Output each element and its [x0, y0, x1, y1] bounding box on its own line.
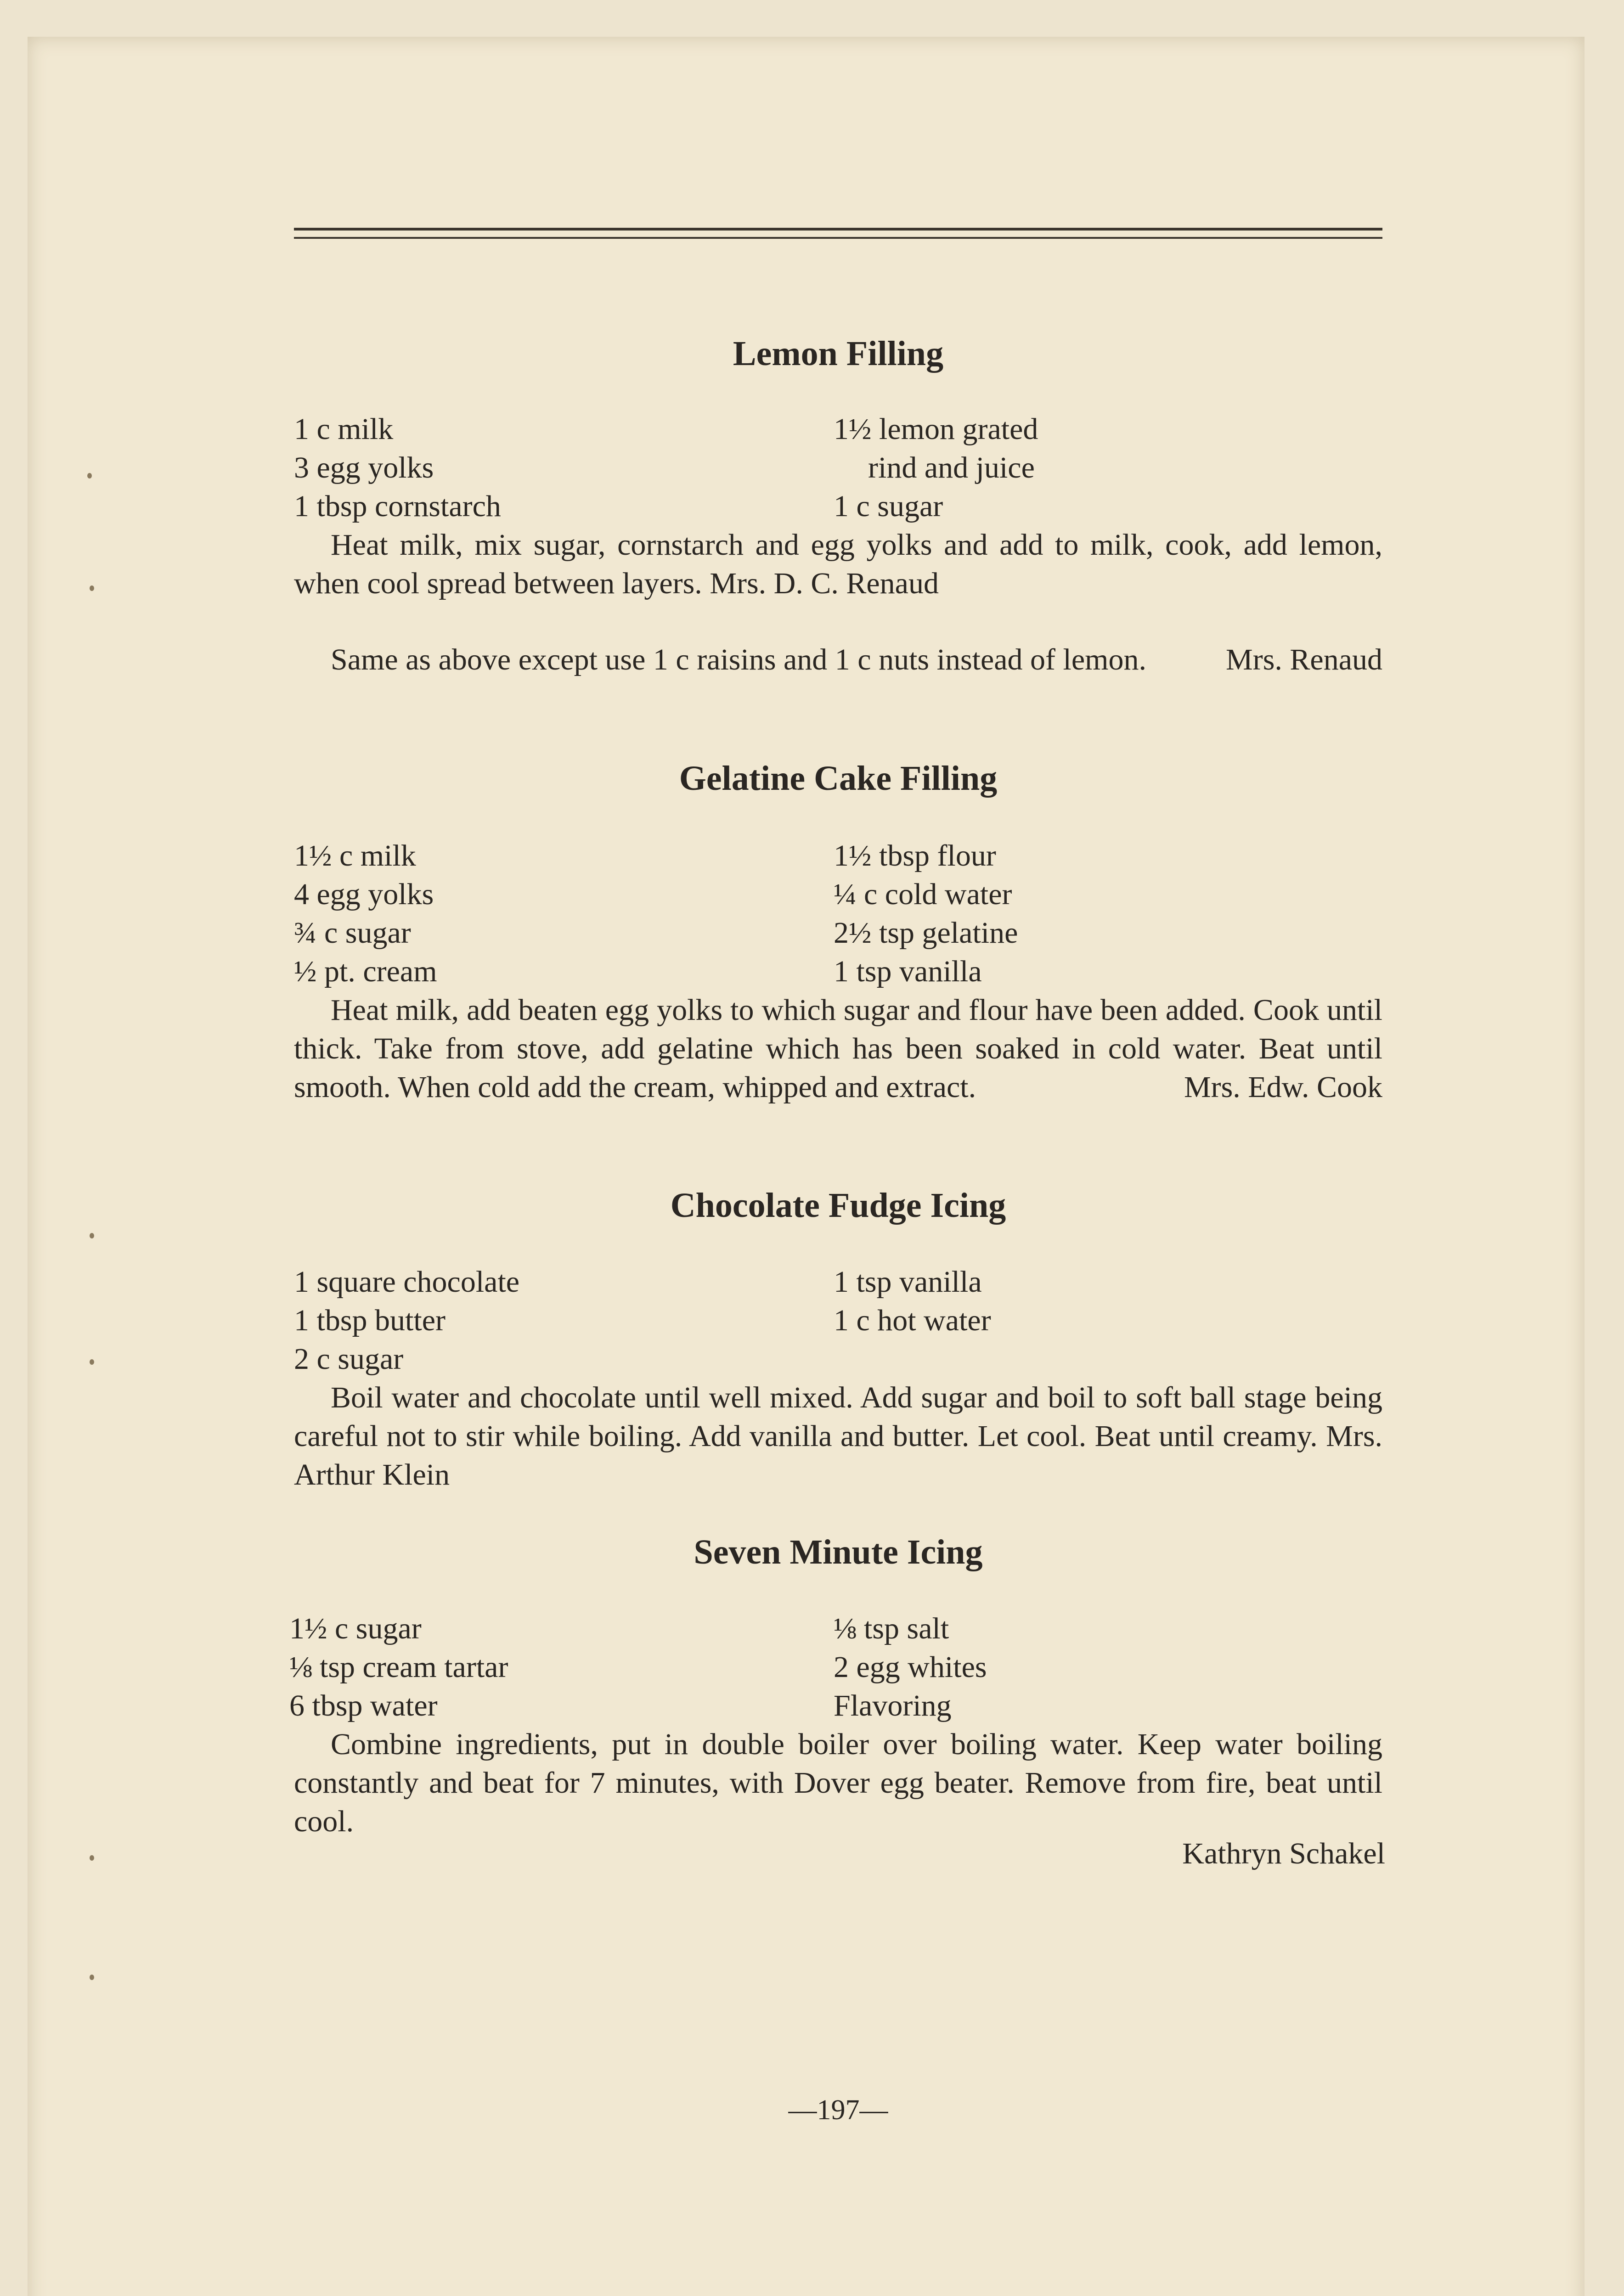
- ingredient: 1 tbsp cornstarch: [294, 490, 501, 523]
- ingredient: ¾ c sugar: [294, 916, 411, 950]
- binding-hole-mark: [90, 1855, 94, 1861]
- recipe-method: [294, 991, 1382, 1107]
- recipe-method: [294, 1379, 1382, 1494]
- header-rule: [294, 237, 1382, 239]
- recipe-author: Mrs. Renaud: [1226, 643, 1382, 676]
- ingredient: 1 c milk: [294, 412, 394, 446]
- ingredient: 1½ c milk: [294, 839, 416, 872]
- ingredient: Flavoring: [834, 1689, 952, 1722]
- ingredient: 3 egg yolks: [294, 451, 434, 484]
- recipe-variation: [294, 641, 1382, 679]
- binding-hole-mark: [90, 1233, 94, 1238]
- ingredient-list-left: [289, 1609, 508, 1725]
- recipe-author: Mrs. D. C. Renaud: [710, 567, 939, 600]
- ingredient-list-left: [294, 1263, 519, 1379]
- ingredient-list-right: [834, 1263, 991, 1340]
- binding-hole-mark: [87, 473, 92, 478]
- method-text: Heat milk, mix sugar, cornstarch and egg yolks and add to milk, cook, add lemon, when cool spread between layers.: [294, 528, 1382, 600]
- binding-hole-mark: [90, 1359, 94, 1365]
- ingredient-list-left: [294, 410, 501, 526]
- recipe-title: Lemon Filling: [733, 334, 944, 373]
- recipe-title: Gelatine Cake Filling: [679, 759, 998, 798]
- ingredient: 1½ c sugar: [289, 1612, 422, 1645]
- ingredient: 4 egg yolks: [294, 878, 434, 911]
- ingredient: 2 egg whites: [834, 1650, 987, 1684]
- variation-text: Same as above except use 1 c raisins and 1 c nuts instead of lemon.: [331, 643, 1147, 676]
- ingredient: 1 tsp vanilla: [834, 1265, 982, 1299]
- ingredient: 6 tbsp water: [289, 1689, 438, 1722]
- method-text: Heat milk, add beaten egg yolks to which sugar and flour have been added. Cook until thick. Take from stove, add gelatine which has been soaked in cold water. Beat until smooth. When cold add the cream, whipped and extract.: [294, 993, 1382, 1104]
- ingredient: ⅛ tsp salt: [834, 1612, 949, 1645]
- ingredient: 1 tbsp butter: [294, 1304, 445, 1337]
- binding-hole-mark: [90, 1975, 94, 1980]
- recipe-author: Mrs. Edw. Cook: [1184, 1070, 1382, 1104]
- method-text: Boil water and chocolate until well mixed. Add sugar and boil to soft ball stage being careful not to stir while boiling. Add vanilla and butter. Let cool. Beat until creamy.: [294, 1381, 1382, 1453]
- ingredient: ½ pt. cream: [294, 955, 437, 988]
- recipe-method: [294, 1725, 1382, 1841]
- recipe-author: Mrs. Arthur Klein: [294, 1419, 1383, 1491]
- recipe-title: Seven Minute Icing: [694, 1533, 983, 1571]
- page-number: —197—: [788, 2094, 888, 2126]
- ingredient: ¼ c cold water: [834, 878, 1012, 911]
- ingredient: 1 c sugar: [834, 490, 943, 523]
- ingredient-list-right: [834, 410, 1038, 526]
- ingredient: 1 square chocolate: [294, 1265, 520, 1299]
- ingredient: ⅛ tsp cream tartar: [289, 1650, 508, 1684]
- ingredient: rind and juice: [868, 451, 1035, 484]
- ingredient: 1 c hot water: [834, 1304, 991, 1337]
- method-text: Combine ingredients, put in double boiler over boiling water. Keep water boiling constantly and beat for 7 minutes, with Dover egg beater. Remove from fire, beat until cool.: [294, 1728, 1382, 1838]
- ingredient-list-right: [834, 837, 1018, 991]
- ingredient: 1 tsp vanilla: [834, 955, 982, 988]
- ingredient-list-right: [834, 1609, 987, 1725]
- ingredient: 1½ tbsp flour: [834, 839, 996, 872]
- recipe-title: Chocolate Fudge Icing: [670, 1186, 1006, 1225]
- header-rule: [294, 228, 1382, 231]
- page: [28, 37, 1585, 2296]
- ingredient: 2½ tsp gelatine: [834, 916, 1018, 950]
- recipe-author: Kathryn Schakel: [1182, 1837, 1385, 1870]
- ingredient-list-left: [294, 837, 437, 991]
- binding-hole-mark: [90, 585, 94, 591]
- recipe-method: [294, 526, 1382, 603]
- ingredient: 1½ lemon grated: [834, 412, 1038, 446]
- ingredient: 2 c sugar: [294, 1342, 404, 1376]
